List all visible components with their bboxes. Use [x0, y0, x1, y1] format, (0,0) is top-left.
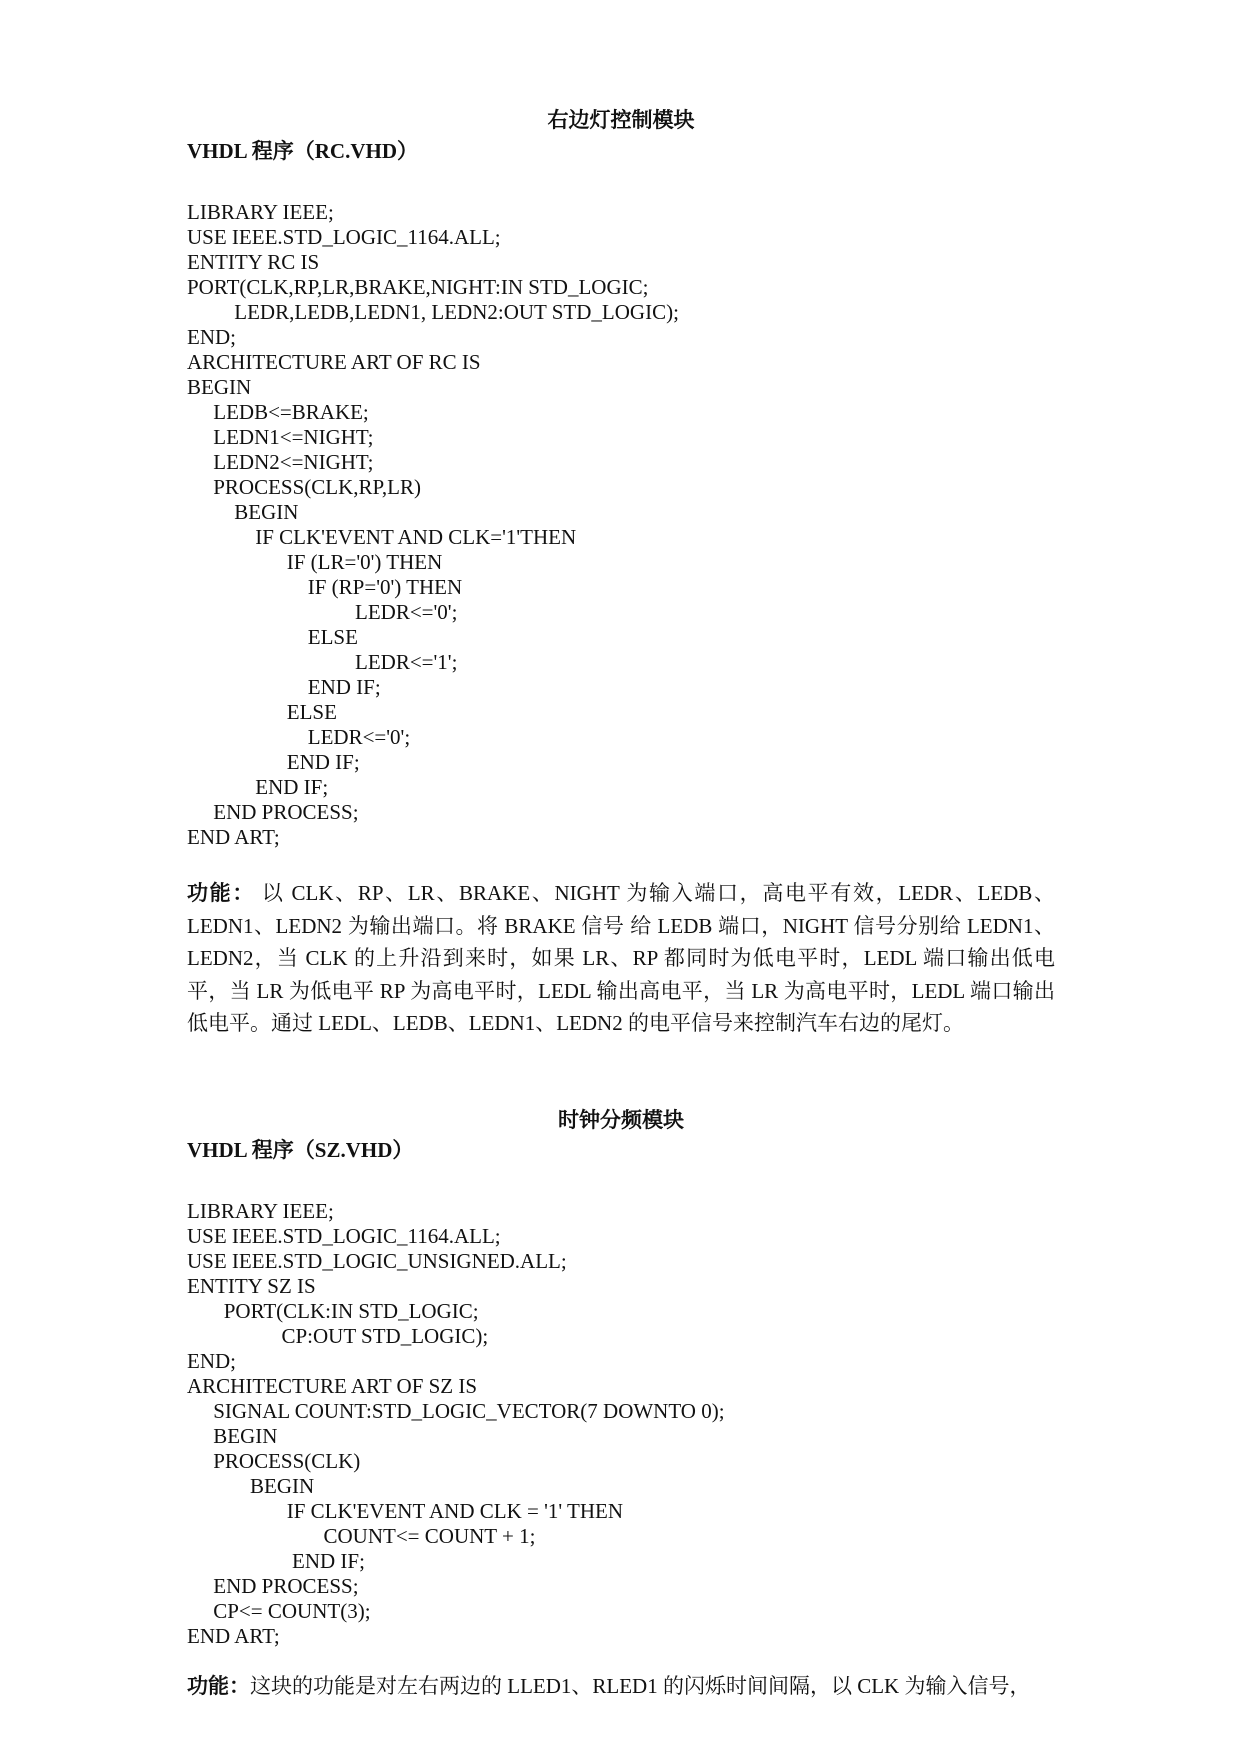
code-line: ENTITY SZ IS: [187, 1274, 316, 1298]
function-text: 以 CLK、RP、LR、BRAKE、NIGHT 为输入端口，高电平有效，LEDR、LEDB、LEDN1、LEDN2 为输出端口。将 BRAKE 信号 给 LEDB 端口，NIGHT 信号分别给 LEDN1、LEDN2，当 CLK 的上升沿到来时，如果 LR、RP 都同时为低电平时，LEDL 端口输出低电平，当 LR 为低电平 RP 为高电平时，LEDL 输出高电平，当 LR 为高电平时，LEDL 端口输出低电平。通过 LEDL、LEDB、LEDN1、LEDN2 的电平信号来控制汽车右边的尾灯。: [187, 881, 1055, 1035]
code-line: PROCESS(CLK): [187, 1449, 361, 1473]
code-line: IF (LR='0') THEN: [187, 550, 443, 574]
code-line: END PROCESS;: [187, 800, 359, 824]
code-line: USE IEEE.STD_LOGIC_1164.ALL;: [187, 1224, 501, 1248]
code-line: SIGNAL COUNT:STD_LOGIC_VECTOR(7 DOWNTO 0);: [187, 1399, 725, 1423]
code-line: END IF;: [187, 750, 360, 774]
code-line: IF (RP='0') THEN: [187, 575, 463, 599]
code-line: LEDR<='1';: [187, 650, 458, 674]
section-title-rc: 右边灯控制模块: [547, 108, 695, 132]
code-line: IF CLK'EVENT AND CLK='1'THEN: [187, 525, 577, 549]
function-label: 功能：: [187, 1674, 250, 1698]
code-line: LIBRARY IEEE;: [187, 200, 334, 224]
code-line: LIBRARY IEEE;: [187, 1199, 334, 1223]
code-line: USE IEEE.STD_LOGIC_1164.ALL;: [187, 225, 501, 249]
code-line: ENTITY RC IS: [187, 250, 320, 274]
code-line: LEDR<='0';: [187, 600, 458, 624]
code-line: END ART;: [187, 1624, 280, 1648]
code-line: BEGIN: [187, 1474, 315, 1498]
code-listing-rc: [187, 200, 679, 850]
code-line: COUNT<= COUNT + 1;: [187, 1524, 536, 1548]
code-line: PORT(CLK:IN STD_LOGIC;: [187, 1299, 479, 1323]
code-line: LEDR,LEDB,LEDN1, LEDN2:OUT STD_LOGIC);: [187, 300, 679, 324]
code-line: LEDN2<=NIGHT;: [187, 450, 374, 474]
code-line: LEDB<=BRAKE;: [187, 400, 369, 424]
code-line: IF CLK'EVENT AND CLK = '1' THEN: [187, 1499, 623, 1523]
code-line: BEGIN: [187, 1424, 278, 1448]
code-line: END ART;: [187, 825, 280, 849]
code-line: ELSE: [187, 700, 337, 724]
function-description-sz: [187, 1670, 1055, 1703]
function-label: 功能：: [187, 881, 255, 905]
code-line: ELSE: [187, 625, 358, 649]
code-line: BEGIN: [187, 375, 252, 399]
code-line: END IF;: [187, 775, 329, 799]
section-title-sz: 时钟分频模块: [558, 1108, 684, 1132]
section-subtitle-rc: VHDL 程序（RC.VHD）: [187, 139, 419, 163]
code-line: LEDR<='0';: [187, 725, 411, 749]
code-line: END;: [187, 1349, 236, 1373]
code-line: LEDN1<=NIGHT;: [187, 425, 374, 449]
code-line: END IF;: [187, 1549, 365, 1573]
section-subtitle-sz: VHDL 程序（SZ.VHD）: [187, 1138, 414, 1162]
code-line: CP:OUT STD_LOGIC);: [187, 1324, 489, 1348]
code-line: END PROCESS;: [187, 1574, 359, 1598]
code-line: ARCHITECTURE ART OF RC IS: [187, 350, 481, 374]
code-listing-sz: [187, 1199, 725, 1649]
code-line: PORT(CLK,RP,LR,BRAKE,NIGHT:IN STD_LOGIC;: [187, 275, 649, 299]
code-line: END IF;: [187, 675, 381, 699]
code-line: END;: [187, 325, 236, 349]
code-line: ARCHITECTURE ART OF SZ IS: [187, 1374, 478, 1398]
function-description-rc: [187, 877, 1055, 1040]
code-line: PROCESS(CLK,RP,LR): [187, 475, 421, 499]
code-line: BEGIN: [187, 500, 299, 524]
function-text: 这块的功能是对左右两边的 LLED1、RLED1 的闪烁时间间隔，以 CLK 为输入信号，: [250, 1674, 1031, 1698]
code-line: CP<= COUNT(3);: [187, 1599, 371, 1623]
code-line: USE IEEE.STD_LOGIC_UNSIGNED.ALL;: [187, 1249, 567, 1273]
